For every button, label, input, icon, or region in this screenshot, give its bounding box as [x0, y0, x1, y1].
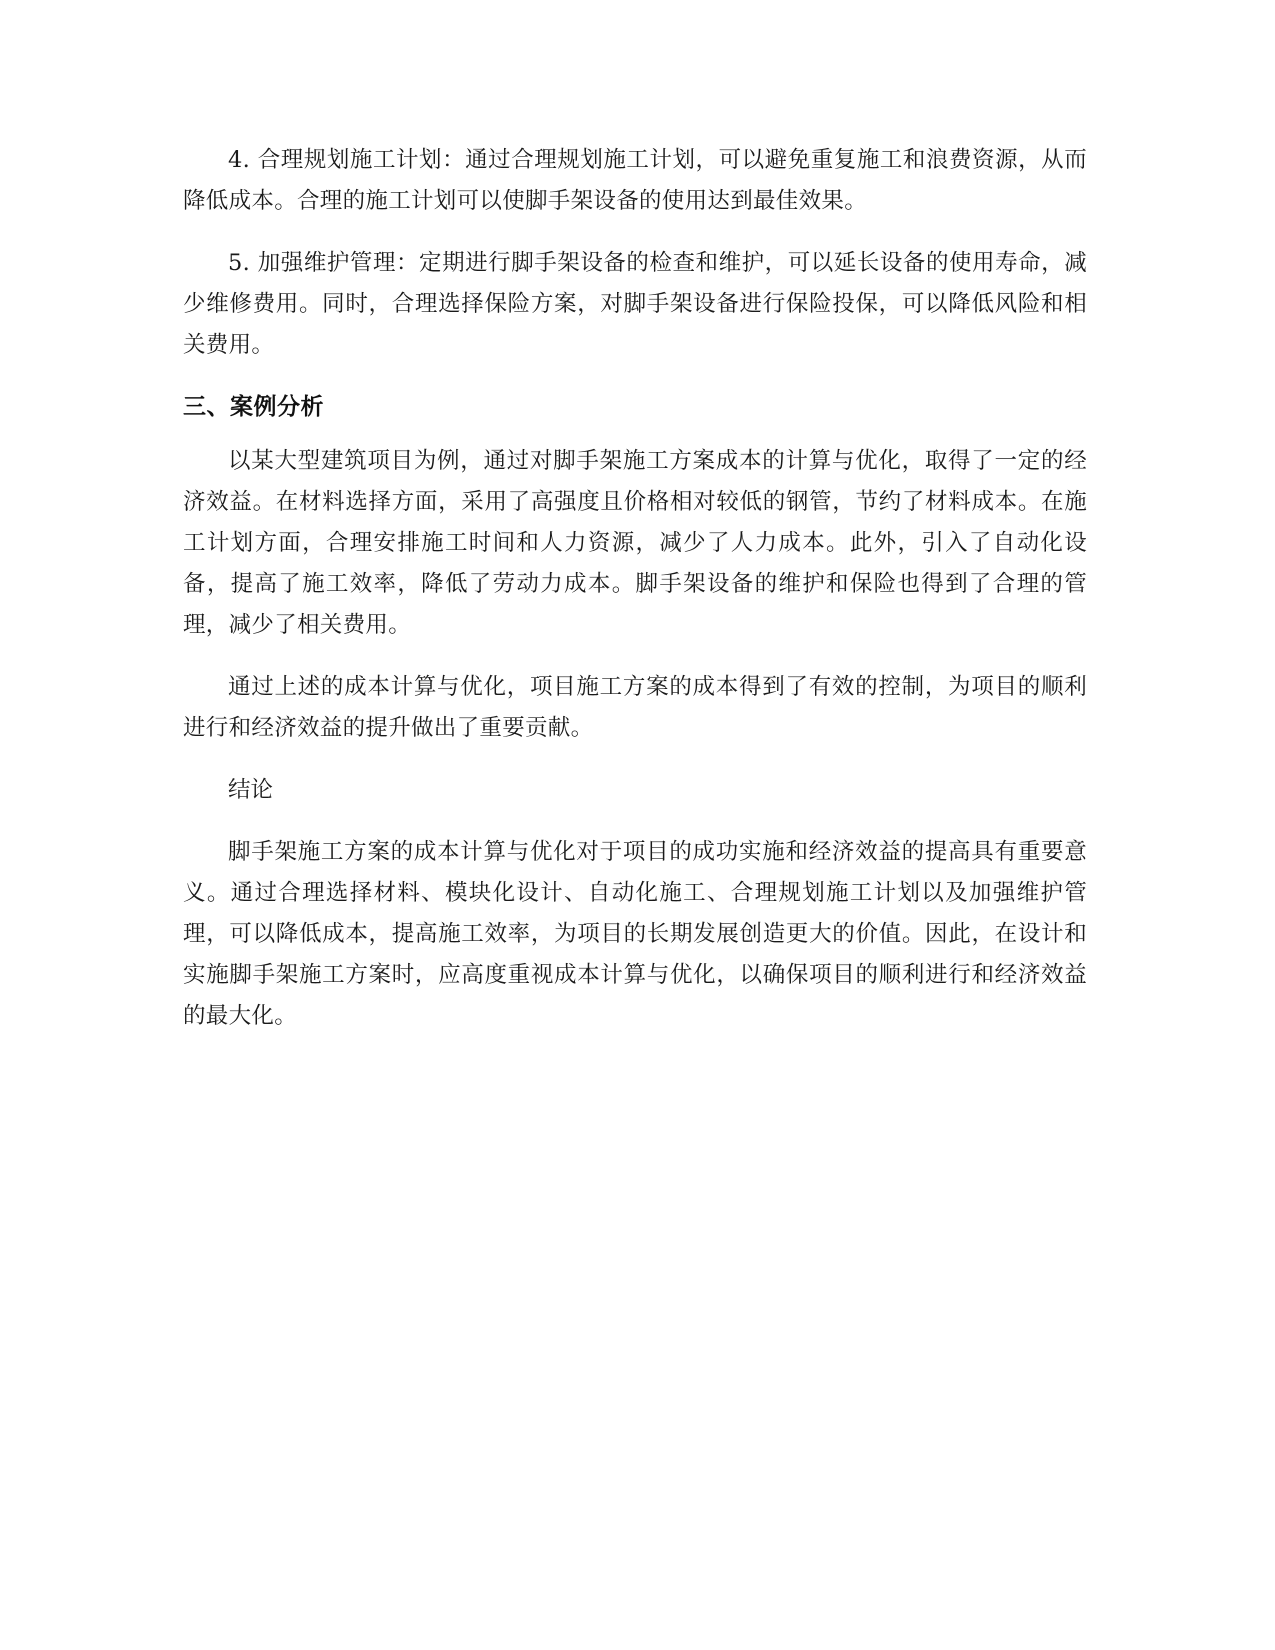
section-heading-case-analysis: 三、案例分析 [183, 394, 324, 420]
paragraph-item-4: 4. 合理规划施工计划：通过合理规划施工计划，可以避免重复施工和浪费资源，从而降低成本。合理的施工计划可以使脚手架设备的使用达到最佳效果。 [183, 147, 1087, 214]
paragraph-item-5: 5. 加强维护管理：定期进行脚手架设备的检查和维护，可以延长设备的使用寿命，减少维修费用。同时，合理选择保险方案，对脚手架设备进行保险投保，可以降低风险和相关费用。 [183, 250, 1087, 358]
conclusion-heading: 结论 [228, 777, 274, 803]
document-body [183, 140, 1087, 1058]
conclusion-paragraph: 脚手架施工方案的成本计算与优化对于项目的成功实施和经济效益的提高具有重要意义。通过合理选择材料、模块化设计、自动化施工、合理规划施工计划以及加强维护管理，可以降低成本，提高施工效率，为项目的长期发展创造更大的价值。因此，在设计和实施脚手架施工方案时，应高度重视成本计算与优化，以确保项目的顺利进行和经济效益的最大化。 [183, 839, 1087, 1029]
case-paragraph-2: 通过上述的成本计算与优化，项目施工方案的成本得到了有效的控制，为项目的顺利进行和经济效益的提升做出了重要贡献。 [183, 674, 1087, 741]
case-paragraph-1: 以某大型建筑项目为例，通过对脚手架施工方案成本的计算与优化，取得了一定的经济效益。在材料选择方面，采用了高强度且价格相对较低的钢管，节约了材料成本。在施工计划方面，合理安排施工时间和人力资源，减少了人力成本。此外，引入了自动化设备，提高了施工效率，降低了劳动力成本。脚手架设备的维护和保险也得到了合理的管理，减少了相关费用。 [183, 448, 1087, 638]
